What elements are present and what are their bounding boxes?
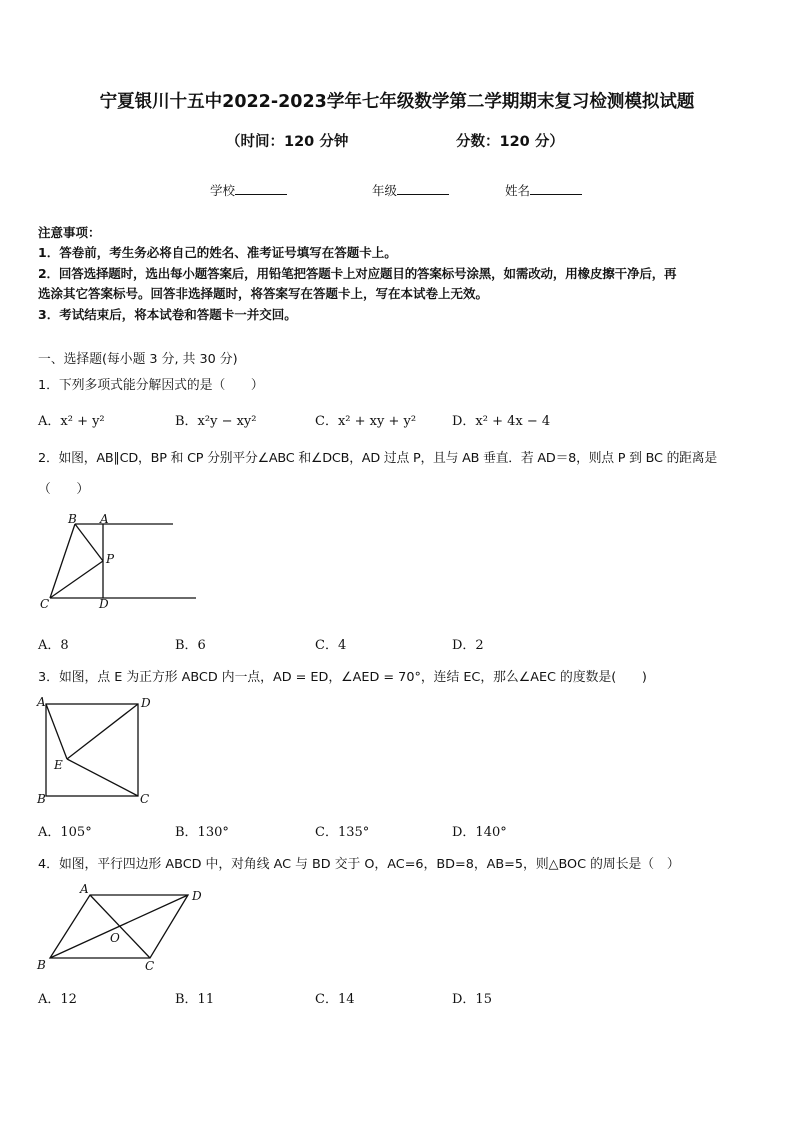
question-4-option-b[interactable]: B．11 bbox=[175, 992, 215, 1007]
school-blank[interactable] bbox=[235, 181, 287, 195]
question-1-option-c[interactable]: C．x² + xy + y² bbox=[315, 414, 417, 429]
question-3-option-a[interactable]: A．105° bbox=[38, 825, 92, 840]
grade-blank[interactable] bbox=[397, 181, 449, 195]
label-p: P bbox=[106, 552, 115, 566]
line-ae bbox=[46, 704, 67, 759]
question-2-stem: 2．如图，AB∥CD，BP 和 CP 分别平分∠ABC 和∠DCB，AD 过点 P，且与 AB 垂直．若 AD＝8，则点 P 到 BC 的距离是 bbox=[38, 451, 717, 466]
label-a: A bbox=[37, 695, 46, 709]
line-ec bbox=[67, 759, 138, 796]
label-a: A bbox=[100, 512, 109, 526]
school-field bbox=[210, 181, 287, 199]
question-3-figure bbox=[34, 692, 164, 807]
label-o: O bbox=[110, 931, 120, 945]
school-label: 学校 bbox=[210, 183, 236, 198]
label-d: D bbox=[141, 696, 151, 710]
name-field bbox=[505, 181, 582, 199]
question-3-option-d[interactable]: D．140° bbox=[452, 825, 507, 840]
label-b: B bbox=[68, 512, 77, 526]
exam-time: （时间：120 分钟 bbox=[226, 134, 349, 150]
square-abcd bbox=[46, 704, 138, 796]
notice-item: 选涂其它答案标号。回答非选择题时，将答案写在答题卡上，写在本试卷上无效。 bbox=[38, 286, 489, 301]
question-2-option-d[interactable]: D．2 bbox=[452, 638, 484, 653]
label-d: D bbox=[192, 889, 202, 903]
exam-score: 分数：120 分） bbox=[456, 134, 564, 150]
question-4-option-a[interactable]: A．12 bbox=[38, 992, 77, 1007]
question-1-option-b[interactable]: B．x²y − xy² bbox=[175, 414, 257, 429]
line-cp bbox=[50, 561, 103, 598]
label-b: B bbox=[37, 792, 46, 806]
label-a: A bbox=[80, 882, 89, 896]
label-d: D bbox=[99, 597, 109, 611]
question-4-stem: 4．如图，平行四边形 ABCD 中，对角线 AC 与 BD 交于 O，AC=6，BD=8，AB=5，则△BOC 的周长是（ ） bbox=[38, 857, 680, 872]
question-2-figure bbox=[30, 508, 210, 613]
line-bc bbox=[50, 524, 75, 598]
notice-heading: 注意事项： bbox=[38, 225, 101, 240]
question-2-option-a[interactable]: A．8 bbox=[38, 638, 69, 653]
question-2-stem-cont: （ ） bbox=[38, 482, 90, 497]
label-c: C bbox=[140, 792, 150, 806]
label-c: C bbox=[145, 959, 155, 973]
section-title: 一、选择题(每小题 3 分, 共 30 分) bbox=[38, 352, 238, 367]
question-4-figure bbox=[34, 880, 214, 975]
question-3-stem: 3．如图，点 E 为正方形 ABCD 内一点，AD = ED，∠AED = 70°，连结 EC，那么∠AEC 的度数是( ) bbox=[38, 670, 647, 685]
line-bp bbox=[75, 524, 103, 561]
question-2-option-c[interactable]: C．4 bbox=[315, 638, 347, 653]
question-1-option-a[interactable]: A．x² + y² bbox=[38, 414, 105, 429]
label-b: B bbox=[37, 958, 46, 972]
grade-field bbox=[372, 181, 449, 199]
question-3-option-b[interactable]: B．130° bbox=[175, 825, 229, 840]
name-label: 姓名 bbox=[505, 183, 531, 198]
notice-item: 2．回答选择题时，选出每小题答案后，用铅笔把答题卡上对应题目的答案标号涂黑，如需改动，用橡皮擦干净后，再 bbox=[38, 266, 677, 281]
question-4-option-d[interactable]: D．15 bbox=[452, 992, 492, 1007]
question-2-option-b[interactable]: B．6 bbox=[175, 638, 206, 653]
question-1-option-d[interactable]: D．x² + 4x − 4 bbox=[452, 414, 551, 429]
notice-item: 3．考试结束后，将本试卷和答题卡一并交回。 bbox=[38, 307, 297, 322]
question-3-option-c[interactable]: C．135° bbox=[315, 825, 370, 840]
exam-title: 宁夏银川十五中2022-2023学年七年级数学第二学期期末复习检测模拟试题 bbox=[99, 92, 695, 112]
notice-item: 1．答卷前，考生务必将自己的姓名、准考证号填写在答题卡上。 bbox=[38, 245, 397, 260]
name-blank[interactable] bbox=[530, 181, 582, 195]
line-de bbox=[67, 704, 138, 759]
grade-label: 年级 bbox=[372, 183, 398, 198]
question-1-stem: 1．下列多项式能分解因式的是（ ） bbox=[38, 378, 264, 393]
question-4-option-c[interactable]: C．14 bbox=[315, 992, 355, 1007]
label-e: E bbox=[54, 758, 63, 772]
label-c: C bbox=[40, 597, 50, 611]
